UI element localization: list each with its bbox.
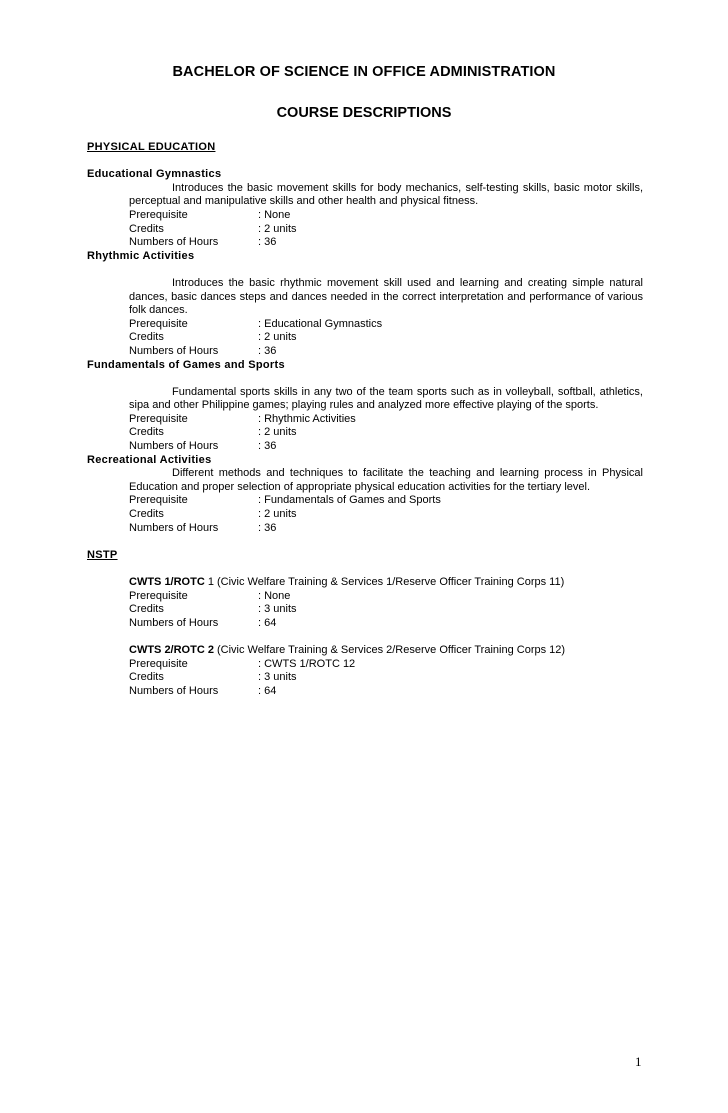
prerequisite-value: : Fundamentals of Games and Sports [258, 494, 441, 507]
credits-row [129, 331, 643, 345]
prerequisite-value: : Educational Gymnastics [258, 317, 383, 330]
credits-value: : 3 units [258, 671, 297, 684]
hours-label: Numbers of Hours [129, 684, 219, 697]
prerequisite-row [129, 209, 643, 223]
credits-value: : 2 units [258, 331, 297, 344]
course-description: Different methods and techniques to facilitate the teaching and learning process in Physical Education and proper selection of appropriate physical education activities for the tertiary level. [129, 467, 643, 493]
credits-value: : 2 units [258, 426, 297, 439]
course-full-name: (Civic Welfare Training & Services 2/Reserve Officer Training Corps 12) [213, 643, 566, 656]
hours-row [129, 236, 643, 250]
hours-value: : 36 [258, 521, 277, 534]
hours-value: : 36 [258, 344, 277, 357]
credits-row [129, 671, 643, 685]
prerequisite-label: Prerequisite [129, 657, 188, 670]
hours-label: Numbers of Hours [129, 236, 219, 249]
credits-label: Credits [129, 508, 164, 521]
course-description: Introduces the basic rhythmic movement skill used and learning and creating simple natural dances, basic dances steps and dances needed in the correct interpretation and performance of various folk dances. [129, 276, 643, 317]
document-title: BACHELOR OF SCIENCE IN OFFICE ADMINISTRATION [172, 64, 556, 80]
hours-row [129, 345, 643, 359]
prerequisite-row [129, 494, 643, 508]
course-title-rhythmic-activities: Rhythmic Activities [87, 249, 195, 262]
hours-value: : 64 [258, 616, 277, 629]
hours-row [129, 685, 643, 699]
spacer [87, 263, 643, 277]
prerequisite-row [129, 590, 643, 604]
prerequisite-label: Prerequisite [129, 317, 188, 330]
prerequisite-label: Prerequisite [129, 494, 188, 507]
prerequisite-row [129, 413, 643, 427]
credits-row [129, 426, 643, 440]
section-heading-nstp: NSTP [87, 548, 118, 561]
prerequisite-value: : None [258, 589, 291, 602]
spacer [87, 535, 643, 549]
hours-value: : 36 [258, 440, 277, 453]
course-description: Introduces the basic movement skills for body mechanics, self-testing skills, basic motor skills, perceptual and manipulative skills and other health and physical fitness. [129, 181, 643, 208]
spacer [87, 562, 643, 576]
prerequisite-label: Prerequisite [129, 208, 188, 221]
prerequisite-row [129, 318, 643, 332]
course-title-educational-gymnastics: Educational Gymnastics [87, 168, 222, 181]
hours-label: Numbers of Hours [129, 616, 219, 629]
credits-label: Credits [129, 671, 164, 684]
credits-label: Credits [129, 222, 164, 235]
credits-value: : 3 units [258, 603, 297, 616]
hours-row [129, 522, 643, 536]
document-body [87, 141, 643, 698]
prerequisite-label: Prerequisite [129, 412, 188, 425]
course-title-recreational-activities: Recreational Activities [87, 453, 212, 466]
course-title-cwts1-rotc [129, 576, 643, 590]
credits-label: Credits [129, 331, 164, 344]
credits-label: Credits [129, 603, 164, 616]
prerequisite-value: : Rhythmic Activities [258, 412, 356, 425]
credits-row [129, 508, 643, 522]
course-title-cwts2-rotc2 [129, 644, 643, 658]
spacer [87, 630, 643, 644]
course-title-fundamentals-of-games-and-sports: Fundamentals of Games and Sports [87, 358, 285, 371]
hours-label: Numbers of Hours [129, 344, 219, 357]
hours-value: : 36 [258, 236, 277, 249]
spacer [87, 155, 643, 169]
document-subtitle: COURSE DESCRIPTIONS [276, 105, 452, 121]
hours-value: : 64 [258, 684, 277, 697]
credits-label: Credits [129, 426, 164, 439]
prerequisite-row [129, 658, 643, 672]
hours-label: Numbers of Hours [129, 440, 219, 453]
page-number: 1 [635, 1054, 642, 1069]
credits-value: : 2 units [258, 222, 297, 235]
hours-row [129, 440, 643, 454]
prerequisite-value: : None [258, 208, 291, 221]
course-code: CWTS 1/ROTC [129, 576, 205, 588]
prerequisite-value: : CWTS 1/ROTC 12 [258, 657, 356, 670]
course-code: CWTS 2/ROTC 2 [129, 643, 214, 656]
prerequisite-label: Prerequisite [129, 589, 188, 602]
credits-value: : 2 units [258, 508, 297, 521]
hours-label: Numbers of Hours [129, 521, 219, 534]
spacer [87, 372, 643, 386]
credits-row [129, 223, 643, 237]
credits-row [129, 603, 643, 617]
course-description: Fundamental sports skills in any two of the team sports such as in volleyball, softball, athletics, sipa and other Philippine games; playing rules and analyzed more effective playing of the sports. [129, 385, 643, 412]
section-heading-physical-education: PHYSICAL EDUCATION [87, 141, 216, 153]
hours-row [129, 617, 643, 631]
course-full-name: 1 (Civic Welfare Training & Services 1/Reserve Officer Training Corps 11) [204, 576, 565, 588]
